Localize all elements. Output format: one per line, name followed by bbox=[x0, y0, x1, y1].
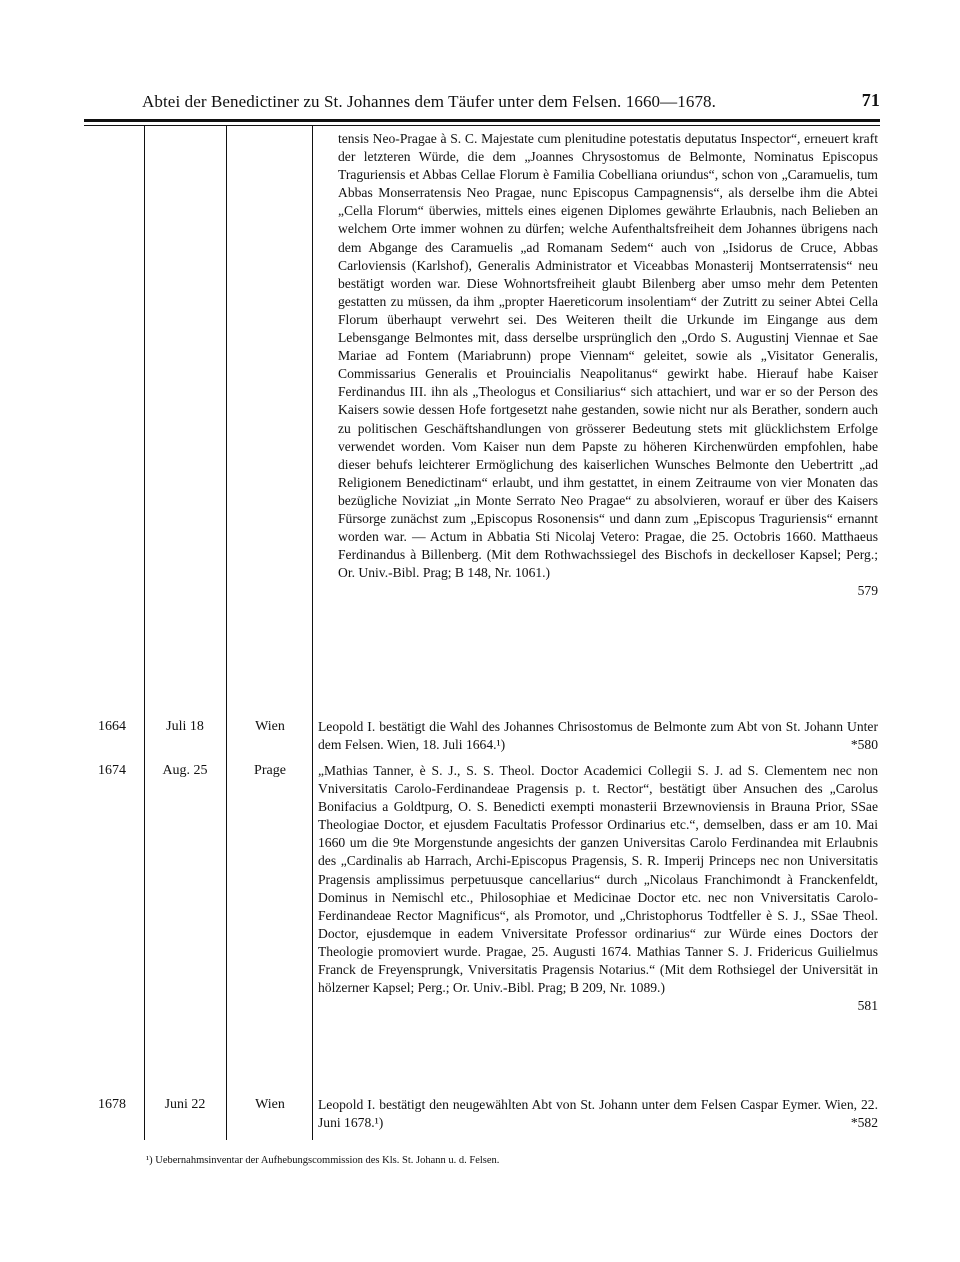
entry-579-text bbox=[338, 130, 878, 600]
entry-date: Aug. 25 bbox=[162, 763, 208, 778]
running-header bbox=[142, 92, 880, 114]
entry-text: Leopold I. bestätigt die Wahl des Johannes Chrisostomus de Belmonte zum Abt von St. Johann Unter dem Felsen. Wien, 18. Juli 1664.¹) bbox=[318, 719, 878, 753]
register-number: *582 bbox=[850, 1115, 878, 1131]
entry-year: 1664 bbox=[98, 719, 126, 734]
entry-year: 1678 bbox=[98, 1097, 126, 1112]
entry-text: tensis Neo-Pragae à S. C. Majestate cum plenitudine potestatis deputatus Inspector“, erneuert kraft der letzteren Würde, die dem „Joannes Chrysostomus de Belmonte, Nominatus Episcopus Traguriensis et Abbas Cellae Florum è Familia Cobelliana oriundus“, schon von „Caramuelis, tum Abbas Monserratensis Neo Pragae, nunc Episcopus Campagnensis“, als derselbe ihm die Abtei „Cella Florum“ überwies, mittels eines eigenen Diplomes gewährte Erlaubnis, nach Belieben an welchem Orte immer wohnen zu dürfen; welche Aufenthaltsfreiheit dem Johannes übrigens nach dem Abgange des Caramuelis „ad Romanam Sedem“ auch von „Isidorus de Cruce, Abbas Carloviensis (Karlshof), Generalis Administrator et Viceabbas Monasterij Montserratensis“ neu bestätigt worden war. Diese Wohnortsfreiheit glaubt Bilenberg aber umso mehr dem Petenten gestatten zu müssen, da ihm „propter Haereticorum insolentiam“ der Zutritt zu seiner Abtei Cella Florum überhaupt verwehrt sei. Des Weiteren theilt die Urkunde im Eingange aus dem Lebensgange Belmontes mit, dass derselbe ursprünglich den „Ordo S. Augustinj Viennae et Sae Mariae ad Fontem (Mariabrunn) prope Viennam“ geleitet, sowie als „Visitator Generalis, Commissarius Generalis et Prouincialis Neapolitanus“ gewirkt habe. Hierauf habe Kaiser Ferdinandus III. ihn als „Theologus et Consiliarius“ sich attachiert, und war er so der Person des Kaisers sowie dessen Hofe fortgesetzt nahe gestanden, sowie nicht nur als Berather, sondern auch zu politischen Geschäftshandlungen von grösserer Bedeutung stets mit glücklichstem Erfolge verwendet worden. Vom Kaiser nun dem Papste zu höheren Kirchenwürden empfohlen, habe dieser behufs leichterer Ermöglichung des kaiserlichen Wunsches Belmonte den Uebertritt „ad Religionem Benedictinam“ erlaubt, und ihm gestattet, in einem Zeitraume von vier Monaten das bezügliche Noviziat „in Monte Serrato Neo Pragae“ zu absolvieren, worauf er über des Kaisers Fürsorge zunächst zum „Episcopus Rosonensis“ und dann zum „Episcopus Traguriensis“ ernannt worden war. — Actum in Abbatia Sti Nicolaj Vetero: Pragae, die 25. Octobris 1660. Matthaeus Ferdinandus à Billenberg. (Mit dem Rothwachssiegel des Bischofs in deckelloser Kapsel; Perg.; Or. Univ.-Bibl. Prag; B 148, Nr. 1061.) bbox=[338, 131, 878, 581]
entry-date: Juni 22 bbox=[164, 1097, 206, 1112]
entry-text: „Mathias Tanner, è S. J., S. S. Theol. Doctor Academici Collegii S. J. ad S. Clementem nec non Vniversitatis Carolo-Ferdinandeae Pragensis p. t. Rector“, bestätigt über Ansuchen des „Carolus Bonifacius a Goldtpurg, O. S. Benedicti exempti monasterii Brzewnoviensis in Brauna Prior, SSae Theologiae Doctor, et ejusdem Facultatis Professor Ordinarius etc.“, demselben, dass er am 10. Mai 1660 um die 9te Morgenstunde angesichts der ganzen Universitas Carolo Ferdinandea mit Erlaubnis des „Cardinalis ab Harrach, Archi-Episcopus Pragensis, S. R. Imperij Princeps nec non Universitatis Pragensis amplissimus perpetuusque cancellarius“ durch „Nicolaus Franchimondt à Franckenfeldt, Dominus in Nemischl etc., Philosophiae et Medicinae Doctor etc. nec non Vniversitatis Carolo-Ferdinandeae Rector Magnificus“, als Promotor, und „Christophorus Todtfeller è S. J., SSae Theol. Doctor, ejusdemque in eadem Vniversitate Professor ordinarius“ zur Würde eines Doctors der Theologie promoviert wurde. Pragae, 25. Augusti 1674. Mathias Tanner S. J. Fridericus Guilielmus Franck de Freyensprungk, Vniversitatis Pragensis Notarius.“ (Mit dem Rothsiegel der Universität in hölzerner Kapsel; Perg.; Or. Univ.-Bibl. Prag; B 209, Nr. 1089.) bbox=[318, 763, 878, 996]
entry-year: 1674 bbox=[98, 763, 126, 778]
register-number: *580 bbox=[850, 737, 878, 753]
footnote: ¹) Uebernahmsinventar der Aufhebungscommission des Kls. St. Johann u. d. Felsen. bbox=[146, 1155, 500, 1166]
entry-place: Prage bbox=[254, 763, 286, 778]
header-rule-thick bbox=[84, 119, 880, 122]
entry-place: Wien bbox=[255, 719, 285, 734]
page-number: 71 bbox=[861, 90, 880, 110]
header-rule-thin bbox=[84, 125, 880, 126]
entry-581-text bbox=[318, 762, 878, 1015]
entry-place: Wien bbox=[255, 1097, 285, 1112]
register-number: 581 bbox=[857, 998, 878, 1014]
column-line-date bbox=[226, 126, 227, 1140]
register-number: 579 bbox=[857, 583, 878, 599]
running-title: Abtei der Benedictiner zu St. Johannes dem Täufer unter dem Felsen. 1660—1678. bbox=[142, 92, 717, 111]
entry-text: Leopold I. bestätigt den neugewählten Abt von St. Johann unter dem Felsen Caspar Eymer. Wien, 22. Juni 1678.¹) bbox=[318, 1097, 878, 1131]
entry-580-text bbox=[318, 718, 878, 754]
column-line-year bbox=[144, 126, 145, 1140]
entry-582-text bbox=[318, 1096, 878, 1132]
entry-date: Juli 18 bbox=[166, 719, 204, 734]
column-line-place bbox=[312, 126, 313, 1140]
